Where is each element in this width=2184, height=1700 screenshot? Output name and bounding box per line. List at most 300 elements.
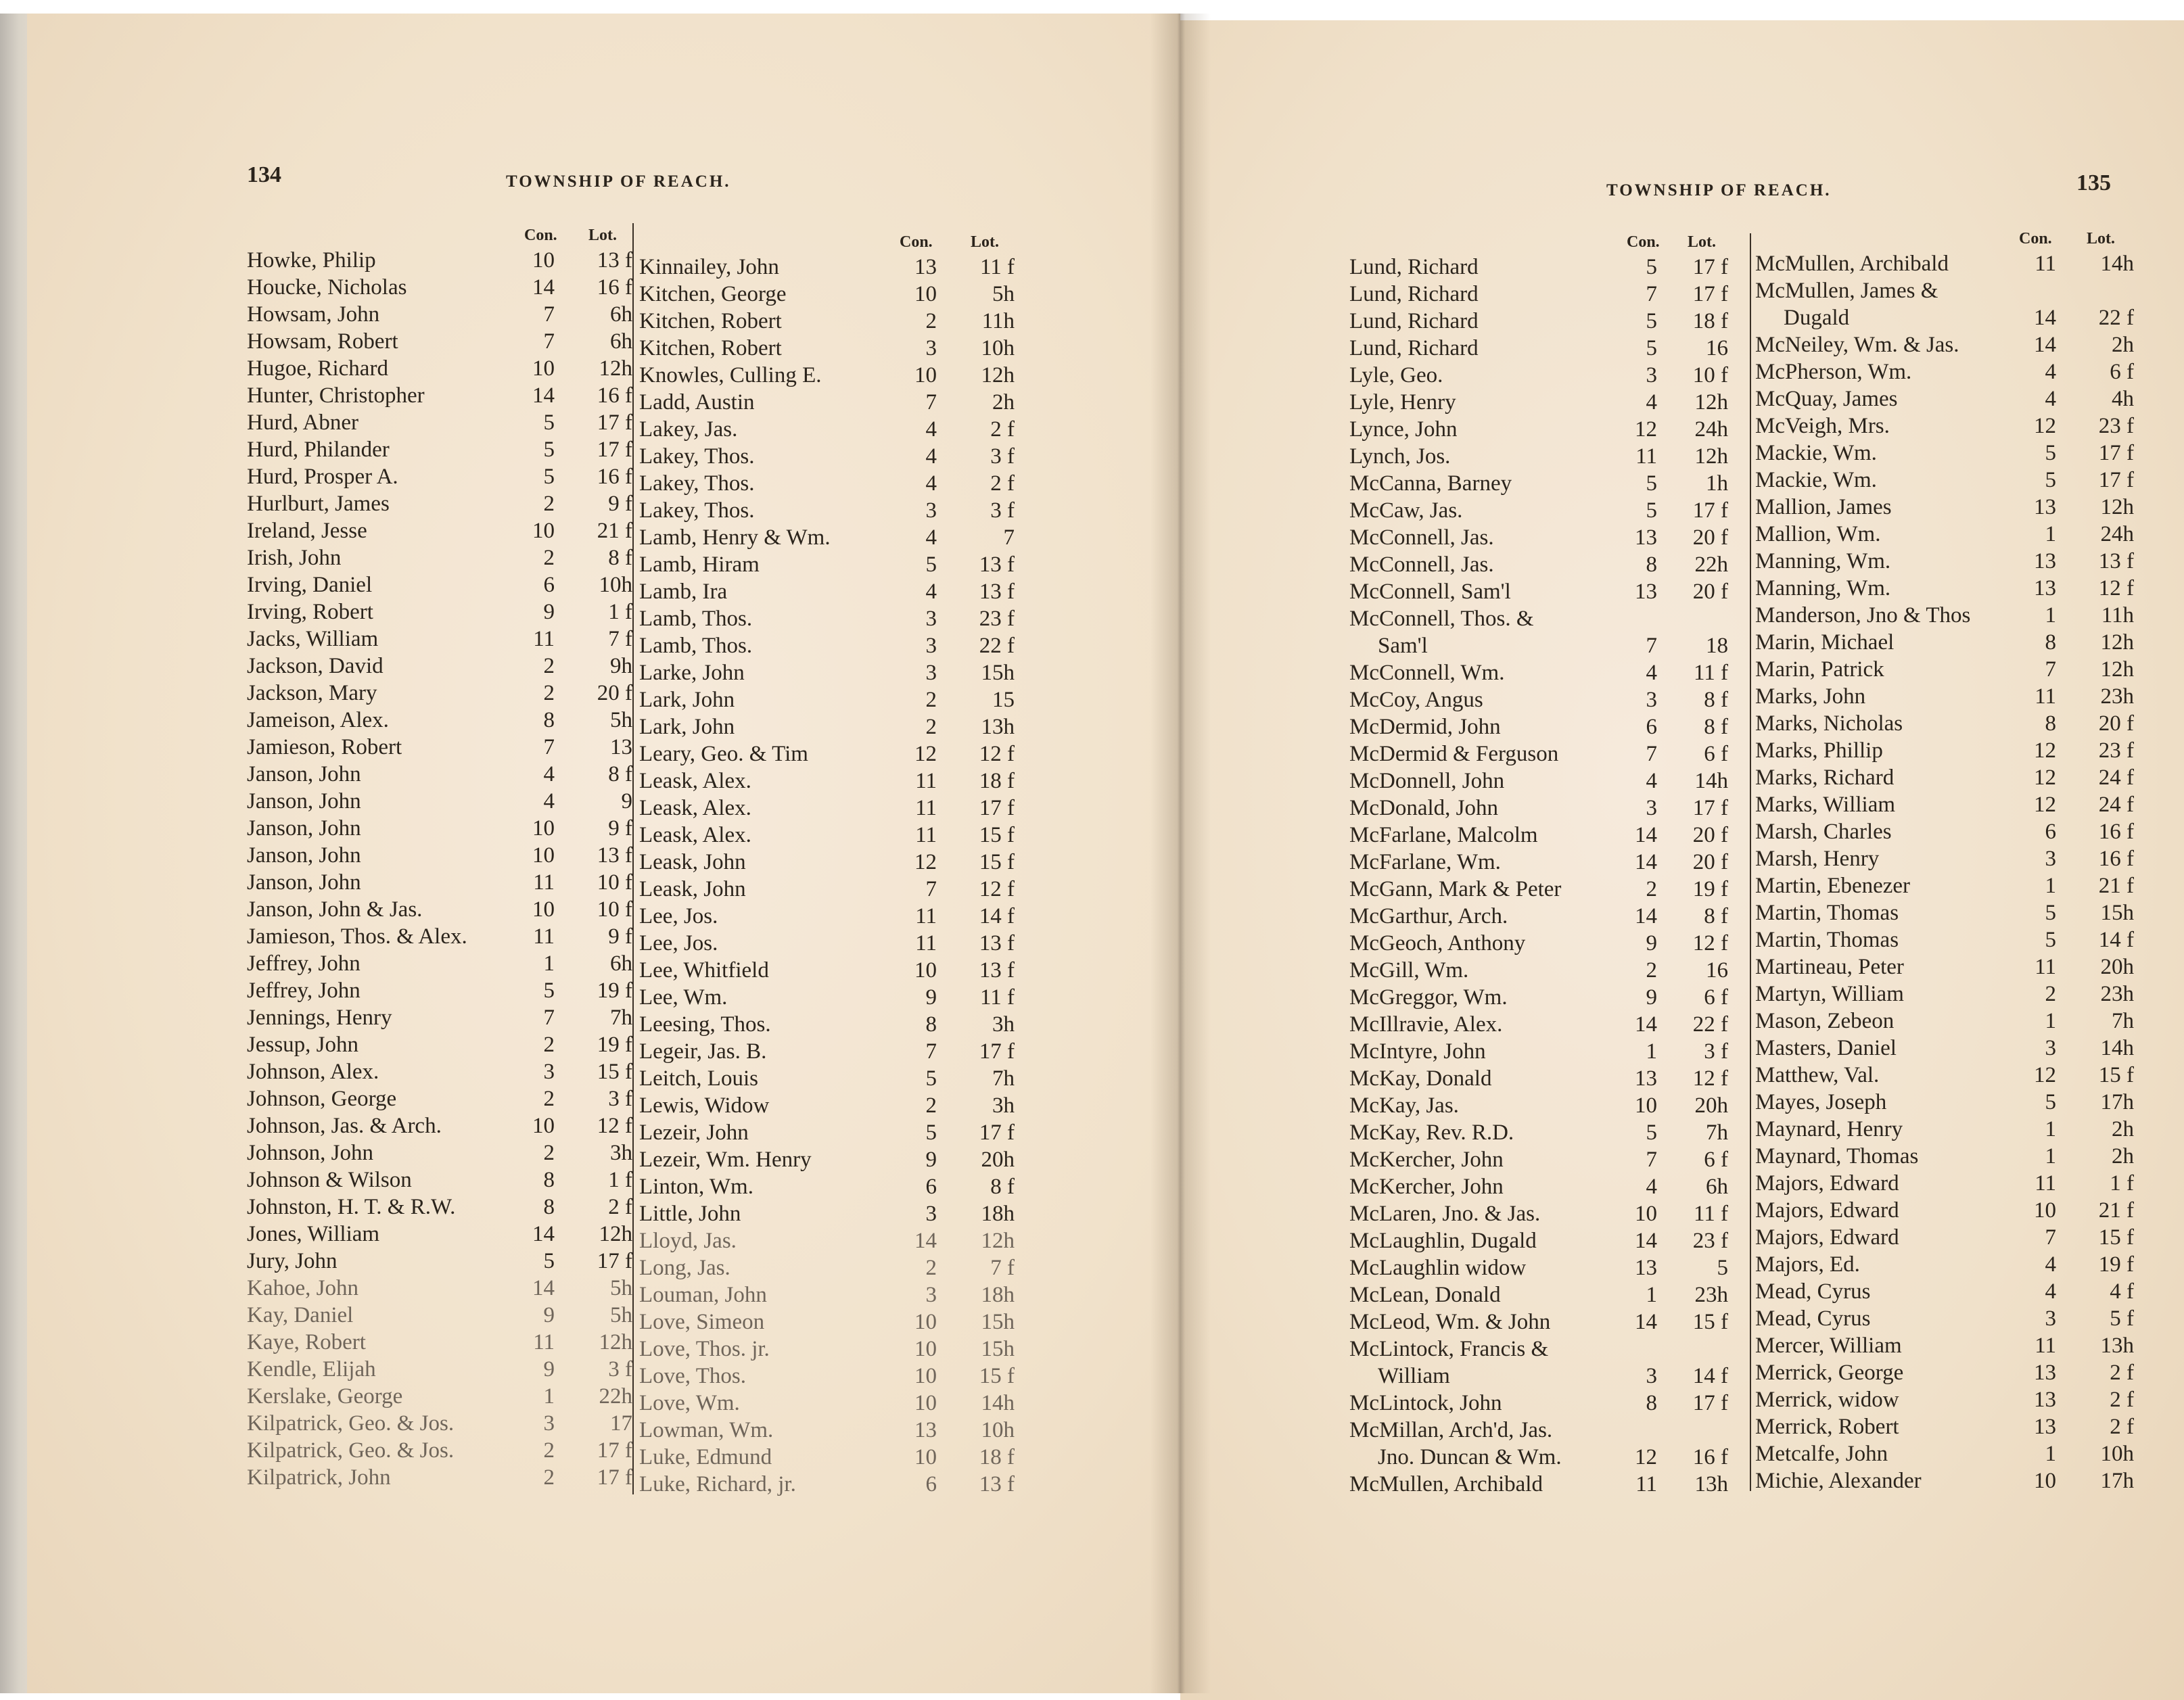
entry-concession: 10: [1635, 1202, 1657, 1226]
entry-row: [639, 362, 1021, 389]
entry-lot: 16 f: [597, 383, 632, 408]
entry-concession: 14: [532, 1222, 555, 1246]
entry-lot: 2 f: [2110, 1388, 2134, 1412]
entry-name: Janson, John: [247, 816, 361, 841]
entry-name: Jeffrey, John: [247, 978, 361, 1003]
entry-row: [639, 605, 1021, 632]
entry-row: [639, 795, 1021, 822]
entry-concession: 11: [915, 769, 937, 793]
entry-lot: 16 f: [2098, 820, 2134, 844]
entry-lot: 17 f: [597, 1249, 632, 1273]
entry-row: [1755, 1116, 2154, 1143]
entry-row: [639, 1417, 1021, 1444]
entry-row: [1349, 713, 1755, 740]
entry-concession: 4: [925, 525, 937, 550]
entry-name: Jamieson, Robert: [247, 735, 402, 759]
entry-row: [639, 281, 1021, 308]
entry-name: McKay, Donald: [1349, 1066, 1492, 1091]
entry-name: Lee, Jos.: [639, 904, 718, 928]
entry-concession: 10: [532, 1114, 555, 1138]
entry-lot: 2 f: [990, 417, 1015, 442]
entry-lot: 15h: [2100, 901, 2134, 925]
entry-row: [639, 930, 1021, 957]
entry-name: Martineau, Peter: [1755, 955, 1904, 979]
entry-lot: 9 f: [608, 816, 632, 841]
entry-row: [639, 903, 1021, 930]
entry-name: Martin, Thomas: [1755, 901, 1899, 925]
entry-name: Kilpatrick, Geo. & Jos.: [247, 1438, 455, 1463]
entry-name: Johnson, Alex.: [247, 1060, 379, 1084]
entry-name: Mallion, James: [1755, 495, 1892, 519]
entry-concession: 7: [543, 735, 555, 759]
entry-concession: 10: [532, 843, 555, 868]
entry-concession: 11: [2035, 1171, 2056, 1196]
entry-lot: 18: [1706, 634, 1728, 658]
entry-name: Jessup, John: [247, 1033, 359, 1057]
entry-concession: 12: [914, 742, 937, 766]
entry-name: Irving, Daniel: [247, 573, 373, 597]
entry-name: Leask, Alex.: [639, 823, 751, 847]
entry-lot: 12h: [599, 356, 632, 381]
entry-row: [247, 1383, 632, 1410]
entry-concession: 1: [543, 951, 555, 976]
entry-lot: 23h: [2100, 684, 2134, 709]
entry-name: Mayes, Joseph: [1755, 1090, 1887, 1114]
entry-row: [247, 409, 632, 436]
left-page-column-1: [247, 227, 632, 1491]
entry-lot: 14 f: [2098, 928, 2134, 952]
column-divider: [632, 223, 634, 1494]
entry-name: Lynce, John: [1349, 417, 1458, 442]
entry-name: McConnell, Jas.: [1349, 552, 1494, 577]
entry-concession: 7: [925, 877, 937, 901]
entry-name: McKay, Jas.: [1349, 1093, 1459, 1118]
entry-row: [639, 849, 1021, 876]
entry-lot: 12 f: [2098, 576, 2134, 600]
entry-name: Howke, Philip: [247, 248, 376, 273]
entry-lot: 17 f: [597, 438, 632, 462]
entry-name: McMullen, Archibald: [1755, 252, 1949, 276]
entry-row: [247, 355, 632, 382]
entry-concession: 2: [925, 309, 937, 333]
entry-lot: 8 f: [608, 762, 632, 786]
entry-name: Maynard, Thomas: [1755, 1144, 1919, 1168]
entry-lot: 12 f: [979, 877, 1015, 901]
entry-name: Linton, Wm.: [639, 1175, 753, 1199]
entry-concession: 3: [1646, 363, 1657, 387]
entry-lot: 2h: [992, 390, 1015, 415]
entry-lot: 20 f: [1692, 525, 1728, 550]
entry-name: Jamieson, Thos. & Alex.: [247, 924, 467, 949]
entry-lot: 19 f: [1692, 877, 1728, 901]
entry-row: [1349, 1065, 1755, 1092]
entry-concession: 11: [533, 870, 555, 895]
entry-name: Lamb, Ira: [639, 580, 728, 604]
entry-name: McCoy, Angus: [1349, 688, 1483, 712]
entry-lot: 17 f: [979, 1039, 1015, 1064]
entry-name: Majors, Ed.: [1755, 1252, 1860, 1277]
entry-name: Jameison, Alex.: [247, 708, 389, 732]
entry-row: [639, 470, 1021, 497]
entry-name: Merrick, George: [1755, 1361, 1904, 1385]
entry-concession: 2: [1646, 958, 1657, 983]
entry-row: [1755, 656, 2154, 683]
entry-concession: 2: [543, 1087, 555, 1111]
entry-lot: 4 f: [2110, 1279, 2134, 1304]
entry-concession: 1: [2045, 1442, 2056, 1466]
entry-concession: 14: [1635, 1229, 1657, 1253]
entry-concession: 4: [543, 762, 555, 786]
entry-lot: 19 f: [597, 978, 632, 1003]
entry-row: [1755, 1062, 2154, 1089]
entry-row: [639, 335, 1021, 362]
entry-row: [1349, 849, 1755, 876]
entry-concession: 3: [925, 1202, 937, 1226]
entry-name: Majors, Edward: [1755, 1225, 1899, 1250]
entry-row: [247, 1410, 632, 1437]
entry-lot: 16 f: [597, 275, 632, 300]
entry-row: [1349, 1336, 1755, 1363]
entry-lot: 2h: [2112, 1144, 2134, 1168]
entry-concession: 14: [1635, 1012, 1657, 1037]
con-label: Con.: [900, 233, 933, 251]
entry-lot: 14 f: [979, 904, 1015, 928]
entry-concession: 1: [1646, 1283, 1657, 1307]
entry-concession: 10: [914, 958, 937, 983]
entry-row: [1755, 981, 2154, 1008]
entry-name: Majors, Edward: [1755, 1171, 1899, 1196]
entry-concession: 7: [543, 329, 555, 354]
entry-row: [1755, 629, 2154, 656]
entry-name: Jackson, David: [247, 654, 384, 678]
entry-concession: 12: [2034, 765, 2056, 790]
entry-name: Love, Wm.: [639, 1391, 740, 1415]
entry-lot: 24 f: [2098, 793, 2134, 817]
entry-lot: 12h: [2100, 630, 2134, 655]
entry-row: [639, 1092, 1021, 1119]
entry-lot: 13 f: [2098, 549, 2134, 573]
entry-lot: 18 f: [1692, 309, 1728, 333]
entry-name: McMullen, James &: [1755, 279, 1938, 303]
entry-name: McCanna, Barney: [1349, 471, 1512, 496]
entry-lot: 16 f: [1692, 1445, 1728, 1469]
entry-concession: 5: [1646, 309, 1657, 333]
entry-row: [639, 984, 1021, 1011]
entry-lot: 8 f: [1704, 688, 1728, 712]
entry-concession: 7: [2045, 1225, 2056, 1250]
entry-name: McMillan, Arch'd, Jas.: [1349, 1418, 1553, 1442]
entry-concession: 2: [925, 715, 937, 739]
entry-name: Marks, Richard: [1755, 765, 1895, 790]
con-label: Con.: [524, 227, 557, 244]
entry-concession: 5: [925, 1120, 937, 1145]
entry-concession: 3: [925, 607, 937, 631]
entry-lot: 15 f: [1692, 1310, 1728, 1334]
column-header: [1349, 233, 1755, 254]
entry-row: [247, 247, 632, 274]
entry-row: [1755, 1386, 2154, 1413]
entry-name: Kilpatrick, Geo. & Jos.: [247, 1411, 455, 1436]
entry-name: Masters, Daniel: [1755, 1036, 1897, 1060]
entry-concession: 3: [2045, 847, 2056, 871]
entry-row: [1349, 957, 1755, 984]
right-page-column-1: [1349, 233, 1755, 1498]
entry-row: [639, 713, 1021, 740]
entry-row: [1349, 443, 1755, 470]
entry-name: McQuay, James: [1755, 387, 1898, 411]
entry-lot: 20h: [981, 1148, 1015, 1172]
entry-concession: 13: [2034, 495, 2056, 519]
entry-row: [247, 1139, 632, 1166]
entry-concession: 7: [925, 1039, 937, 1064]
con-label: Con.: [1627, 233, 1660, 251]
entry-list: [639, 254, 1021, 1498]
entry-concession: 5: [925, 1066, 937, 1091]
entry-concession: 1: [2045, 603, 2056, 628]
entry-concession: 5: [1646, 255, 1657, 279]
entry-concession: 9: [543, 1357, 555, 1382]
entry-name: McIllravie, Alex.: [1349, 1012, 1503, 1037]
entry-row: [639, 1254, 1021, 1281]
entry-row: [639, 822, 1021, 849]
entry-row: [1755, 602, 2154, 629]
entry-concession: 13: [914, 1418, 937, 1442]
entry-lot: 20 f: [1692, 823, 1728, 847]
entry-lot: 5h: [992, 282, 1015, 306]
entry-concession: 13: [1635, 1256, 1657, 1280]
entry-lot: 2 f: [2110, 1415, 2134, 1439]
entry-name: Johnson, Jas. & Arch.: [247, 1114, 442, 1138]
entry-lot: 3 f: [608, 1357, 632, 1382]
entry-lot: 10h: [981, 336, 1015, 360]
entry-concession: 3: [2045, 1036, 2056, 1060]
entry-name: Jones, William: [247, 1222, 380, 1246]
entry-name: McConnell, Jas.: [1349, 525, 1494, 550]
entry-concession: 7: [2045, 657, 2056, 682]
entry-row: [639, 524, 1021, 551]
entry-name: Little, John: [639, 1202, 741, 1226]
entry-concession: 14: [532, 275, 555, 300]
entry-concession: 10: [2034, 1469, 2056, 1493]
entry-lot: 6h: [610, 329, 632, 354]
entry-lot: 23 f: [2098, 738, 2134, 763]
entry-lot: 16 f: [2098, 847, 2134, 871]
entry-name: Kinnailey, John: [639, 255, 779, 279]
entry-concession: 9: [925, 1148, 937, 1172]
entry-row: [1349, 578, 1755, 605]
entry-concession: 5: [2045, 441, 2056, 465]
entry-row: [1755, 1008, 2154, 1035]
entry-concession: 13: [2034, 1361, 2056, 1385]
entry-row: [639, 254, 1021, 281]
entry-row: [639, 1281, 1021, 1308]
entry-row: [1755, 791, 2154, 818]
page-header-left: TOWNSHIP OF REACH.: [506, 172, 731, 191]
entry-concession: 5: [1646, 498, 1657, 523]
entry-lot: 7h: [1706, 1120, 1728, 1145]
entry-row: [1349, 930, 1755, 957]
entry-concession: 1: [1646, 1039, 1657, 1064]
entry-row: [1755, 1089, 2154, 1116]
entry-name: Manning, Wm.: [1755, 576, 1891, 600]
entry-name: Kitchen, Robert: [639, 309, 782, 333]
entry-concession: 2: [925, 1093, 937, 1118]
entry-lot: 13h: [1694, 1472, 1728, 1496]
entry-concession: 11: [2035, 252, 2056, 276]
entry-concession: 7: [1646, 634, 1657, 658]
entry-row: [1349, 362, 1755, 389]
entry-row: [247, 923, 632, 950]
entry-lot: 16: [1706, 958, 1728, 983]
entry-row: [247, 1437, 632, 1464]
entry-concession: 12: [2034, 738, 2056, 763]
entry-name: Kitchen, Robert: [639, 336, 782, 360]
entry-concession: 3: [543, 1411, 555, 1436]
entry-concession: 4: [1646, 769, 1657, 793]
entry-concession: 13: [1635, 1066, 1657, 1091]
entry-concession: 8: [543, 1168, 555, 1192]
entry-row: [247, 625, 632, 653]
entry-concession: 6: [925, 1175, 937, 1199]
entry-row: [1349, 416, 1755, 443]
entry-name: Kendle, Elijah: [247, 1357, 376, 1382]
entry-concession: 7: [1646, 282, 1657, 306]
entry-name: Janson, John: [247, 762, 361, 786]
entry-name: Ireland, Jesse: [247, 519, 367, 543]
entry-name: Lund, Richard: [1349, 336, 1479, 360]
entry-name: Leask, John: [639, 850, 746, 874]
entry-concession: 12: [1635, 1445, 1657, 1469]
entry-concession: 5: [2045, 468, 2056, 492]
entry-lot: 15: [992, 688, 1015, 712]
entry-name: Hugoe, Richard: [247, 356, 388, 381]
entry-lot: 22h: [599, 1384, 632, 1409]
entry-concession: 3: [925, 661, 937, 685]
entry-name: Houcke, Nicholas: [247, 275, 407, 300]
entry-lot: 6 f: [1704, 985, 1728, 1010]
entry-row: [247, 1058, 632, 1085]
entry-name: Manning, Wm.: [1755, 549, 1891, 573]
entry-concession: 10: [2034, 1198, 2056, 1223]
entry-lot: 5h: [610, 708, 632, 732]
entry-lot: 14h: [981, 1391, 1015, 1415]
entry-name: Knowles, Culling E.: [639, 363, 822, 387]
lot-label: Lot.: [971, 233, 999, 251]
entry-name: McConnell, Sam'l: [1349, 580, 1511, 604]
entry-name: Johnson, George: [247, 1087, 397, 1111]
entry-concession: 5: [543, 465, 555, 489]
entry-concession: 12: [1635, 417, 1657, 442]
entry-concession: 11: [533, 627, 555, 651]
entry-lot: 8 f: [990, 1175, 1015, 1199]
entry-concession: 4: [2045, 387, 2056, 411]
entry-lot: 17h: [2100, 1469, 2134, 1493]
entry-concession: 2: [925, 1256, 937, 1280]
entry-concession: 9: [1646, 931, 1657, 955]
entry-concession: 14: [2034, 333, 2056, 357]
entry-name: Legeir, Jas. B.: [639, 1039, 767, 1064]
entry-row: [639, 389, 1021, 416]
entry-row: [1755, 304, 2154, 331]
entry-concession: 8: [1646, 552, 1657, 577]
entry-row: [1349, 1254, 1755, 1281]
entry-row: [247, 1085, 632, 1112]
entry-row: [639, 686, 1021, 713]
entry-lot: 12h: [1694, 390, 1728, 415]
entry-name: Mason, Zebeon: [1755, 1009, 1895, 1033]
entry-concession: 11: [915, 823, 937, 847]
entry-concession: 2: [925, 688, 937, 712]
entry-name: McLean, Donald: [1349, 1283, 1501, 1307]
entry-lot: 17 f: [597, 410, 632, 435]
entry-lot: 17 f: [2098, 441, 2134, 465]
entry-name: Kaye, Robert: [247, 1330, 366, 1354]
entry-row: [247, 436, 632, 463]
entry-concession: 14: [2034, 306, 2056, 330]
entry-row: [1755, 277, 2154, 304]
entry-lot: 13: [610, 735, 632, 759]
entry-row: [1755, 953, 2154, 981]
entry-name: McLaren, Jno. & Jas.: [1349, 1202, 1541, 1226]
entry-lot: 16 f: [597, 465, 632, 489]
entry-row: [1349, 1390, 1755, 1417]
entry-concession: 4: [925, 580, 937, 604]
entry-name: Johnston, H. T. & R.W.: [247, 1195, 456, 1219]
entry-lot: 17 f: [979, 796, 1015, 820]
entry-row: [1755, 1467, 2154, 1494]
entry-row: [639, 1011, 1021, 1038]
entry-concession: 13: [914, 255, 937, 279]
entry-lot: 13h: [2100, 1333, 2134, 1358]
entry-row: [247, 1356, 632, 1383]
entry-name: Irving, Robert: [247, 600, 373, 624]
entry-name: Matthew, Val.: [1755, 1063, 1880, 1087]
entry-name: Lund, Richard: [1349, 282, 1479, 306]
entry-lot: 17 f: [1692, 796, 1728, 820]
entry-lot: 17 f: [1692, 498, 1728, 523]
entry-name: Hurd, Philander: [247, 438, 390, 462]
entry-lot: 9: [621, 789, 632, 813]
entry-row: [1755, 358, 2154, 385]
entry-concession: 2: [543, 546, 555, 570]
entry-lot: 10h: [599, 573, 632, 597]
lot-label: Lot.: [2087, 230, 2115, 247]
entry-concession: 8: [543, 1195, 555, 1219]
entry-concession: 4: [925, 471, 937, 496]
entry-concession: 5: [543, 978, 555, 1003]
entry-name: Irish, John: [247, 546, 342, 570]
entry-name: McVeigh, Mrs.: [1755, 414, 1890, 438]
entry-lot: 15 f: [2098, 1225, 2134, 1250]
entry-row: [1349, 1092, 1755, 1119]
entry-concession: 10: [532, 248, 555, 273]
entry-lot: 17 f: [1692, 1391, 1728, 1415]
entry-lot: 18 f: [979, 1445, 1015, 1469]
entry-lot: 15 f: [979, 850, 1015, 874]
entry-row: [1349, 1119, 1755, 1146]
entry-row: [1755, 926, 2154, 953]
entry-row: [1349, 389, 1755, 416]
entry-name: Lee, Jos.: [639, 931, 718, 955]
entry-lot: 12h: [981, 1229, 1015, 1253]
entry-row: [247, 761, 632, 788]
entry-name: Martyn, William: [1755, 982, 1904, 1006]
entry-row: [1755, 1197, 2154, 1224]
entry-row: [1349, 1173, 1755, 1200]
entry-lot: 12 f: [597, 1114, 632, 1138]
entry-row: [247, 977, 632, 1004]
entry-row: [1755, 899, 2154, 926]
